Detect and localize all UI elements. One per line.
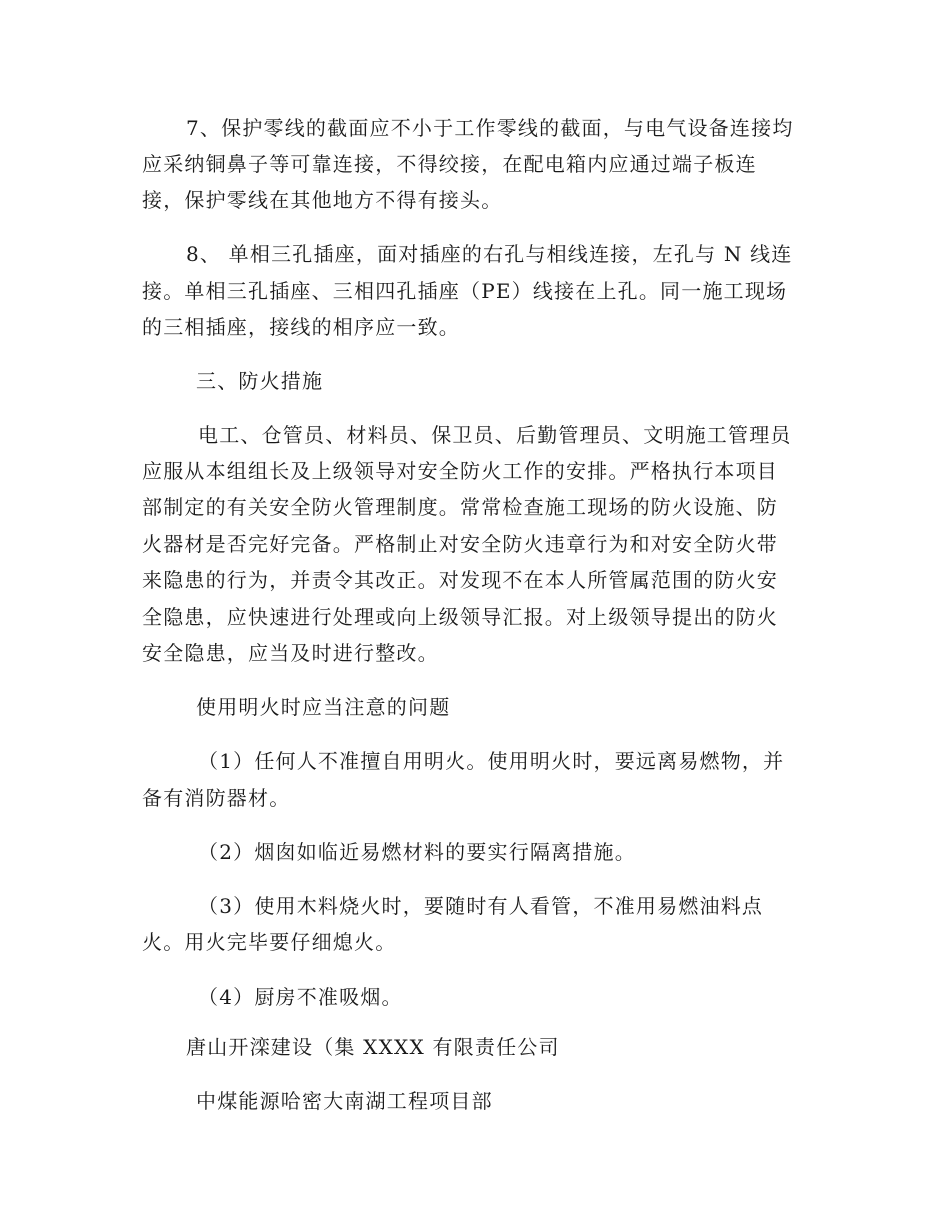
fire-para-line-1: 电工、仓管员、材料员、保卫员、后勤管理员、文明施工管理员 xyxy=(198,423,792,447)
company-name: 唐山开滦建设（集 XXXX 有限责任公司 xyxy=(186,1035,560,1059)
item-3-line-2: 火。用火完毕要仔细熄火。 xyxy=(142,930,397,954)
fire-para-line-3: 部制定的有关安全防火管理制度。常常检查施工现场的防火设施、防 xyxy=(142,495,778,519)
p8-line-3: 的三相插座，接线的相序应一致。 xyxy=(142,315,460,339)
item-2: （2）烟囱如临近易燃材料的要实行隔离措施。 xyxy=(198,840,636,864)
item-1-line-2: 备有消防器材。 xyxy=(142,786,291,810)
open-fire-heading: 使用明火时应当注意的问题 xyxy=(196,695,451,719)
p8-line-1: 8、 单相三孔插座，面对插座的右孔与相线连接，左孔与 N 线连 xyxy=(186,242,793,266)
item-1-line-1: （1）任何人不准擅自用明火。使用明火时，要远离易燃物，并 xyxy=(198,749,785,773)
item-4: （4）厨房不准吸烟。 xyxy=(198,985,403,1009)
p7-line-2: 应采纳铜鼻子等可靠连接，不得绞接，在配电箱内应通过端子板连 xyxy=(142,152,757,176)
fire-para-line-4: 火器材是否完好完备。严格制止对安全防火违章行为和对安全防火带 xyxy=(142,532,778,556)
p7-line-1: 7、保护零线的截面应不小于工作零线的截面，与电气设备连接均 xyxy=(186,116,794,140)
fire-para-line-7: 安全隐患，应当及时进行整改。 xyxy=(142,641,439,665)
fire-para-line-6: 全隐患，应快速进行处理或向上级领导汇报。对上级领导提出的防火 xyxy=(142,605,778,629)
fire-para-line-2: 应服从本组组长及上级领导对安全防火工作的安排。严格执行本项目 xyxy=(142,459,778,483)
fire-para-line-5: 来隐患的行为，并责令其改正。对发现不在本人所管属范围的防火安 xyxy=(142,568,778,592)
p8-line-2: 接。单相三孔插座、三相四孔插座（PE）线接在上孔。同一施工现场 xyxy=(142,279,788,303)
item-3-line-1: （3）使用木料烧火时，要随时有人看管，不准用易燃油料点 xyxy=(198,894,764,918)
p7-line-3: 接，保护零线在其他地方不得有接头。 xyxy=(142,188,503,212)
project-department: 中煤能源哈密大南湖工程项目部 xyxy=(196,1089,493,1113)
section-3-heading: 三、防火措施 xyxy=(196,369,324,393)
